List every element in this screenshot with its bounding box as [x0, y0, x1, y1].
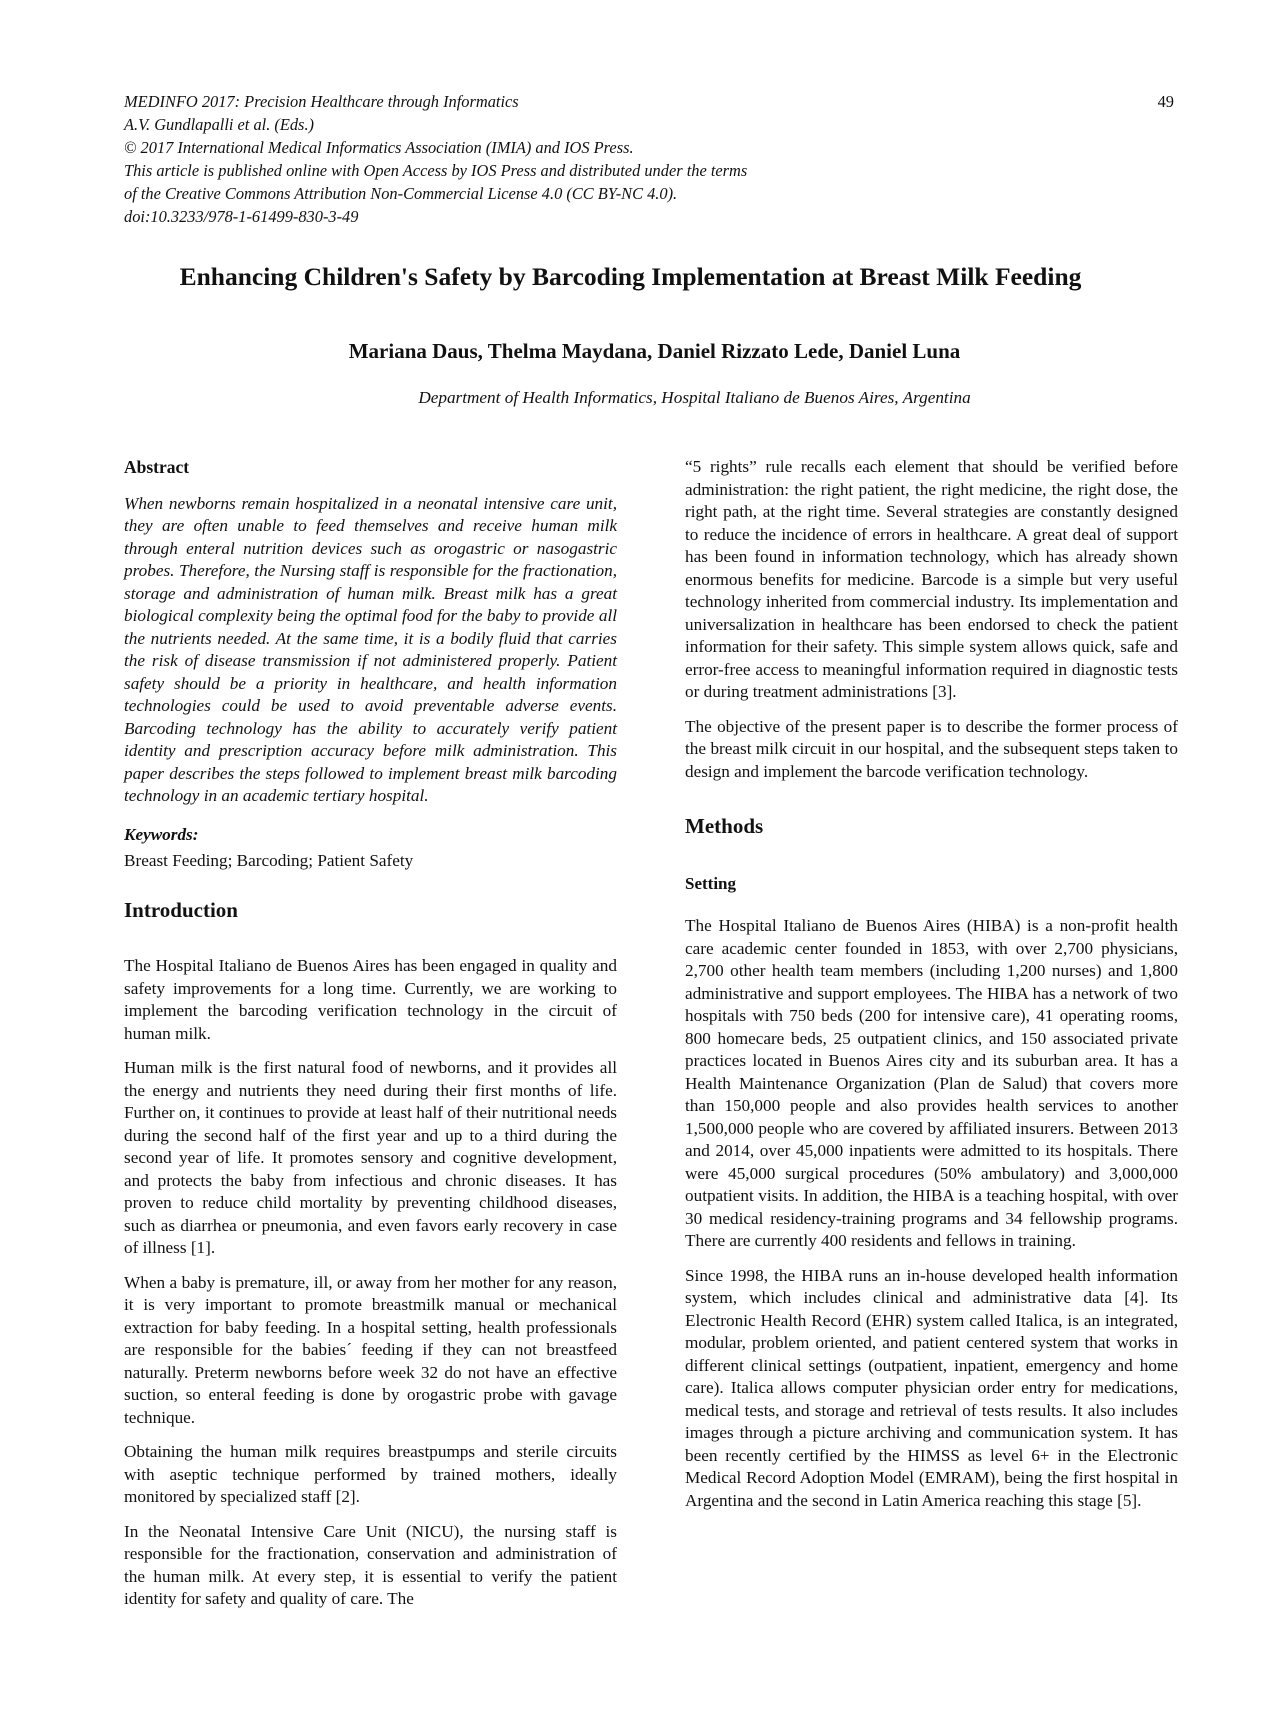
methods-paragraph: The Hospital Italiano de Buenos Aires (HIBA) is a non-profit health care academic center founded in 1853, with over 2,700 physicians, 2,700 other health team members (including 1,200 nurses) and 1,800 administrative and support employees. The HIBA has a network of two hospitals with 750 beds (200 for intensive care), 41 operating rooms, 800 homecare beds, 25 outpatient clinics, and 150 associated private practices located in Buenos Aires city and its suburban area. It has a Health Maintenance Organization (Plan de Salud) that covers more than 150,000 people and also provides health services to another 1,500,000 people who are covered by affiliated insurers. Between 2013 and 2014, over 45,000 inpatients were admitted to its hospitals. There were 45,000 surgical procedures (50% ambulatory) and 3,000,000 outpatient visits. In addition, the HIBA is a teaching hospital, with over 30 medical residency-training programs and 34 fellowship programs. There are currently 400 residents and fellows in training. — [685, 916, 1178, 1250]
header-line-license-2: of the Creative Commons Attribution Non-Commercial License 4.0 (CC BY-NC 4.0). — [124, 184, 678, 203]
introduction-paragraph: When a baby is premature, ill, or away from her mother for any reason, it is very important to promote breastmilk manual or mechanical extraction for baby feeding. In a hospital setting, health professionals are responsible for the babies´ feeding if they can not breastfeed naturally. Preterm newborns before week 32 do not have an effective suction, so enteral feeding is done by orogastric probe with gavage technique. — [124, 1272, 617, 1427]
header-line-conference: MEDINFO 2017: Precision Healthcare through Informatics — [124, 92, 519, 111]
page-number: 49 — [1157, 92, 1174, 111]
methods-paragraph: Since 1998, the HIBA runs an in-house developed health information system, which includes clinical and administrative data [4]. Its Electronic Health Record (EHR) system called Italica, is an integrated, modular, problem oriented, and patient centered system that works in different clinical settings (outpatient, inpatient, emergency and home care). Italica allows computer physician order entry for medications, medical tests, and storage and retrieval of tests results. It also includes images through a picture archiving and communication system. It has been recently certified by the HIMSS as level 6+ in the Electronic Medical Record Adoption Model (EMRAM), being the first hospital in Argentina and the second in Latin America reaching this stage [5]. — [685, 1265, 1178, 1510]
introduction-paragraph: Obtaining the human milk requires breastpumps and sterile circuits with aseptic technique performed by trained mothers, ideally monitored by specialized staff [2]. — [124, 1442, 617, 1506]
introduction-heading: Introduction — [124, 897, 238, 922]
right-column — [685, 456, 1178, 1524]
body-paragraph: The objective of the present paper is to describe the former process of the breast milk circuit in our hospital, and the subsequent steps taken to design and implement the barcode verification technology. — [685, 716, 1178, 781]
header-line-license-1: This article is published online with Open Access by IOS Press and distributed under the terms — [124, 161, 748, 180]
left-column — [124, 456, 617, 1623]
paper-affiliation: Department of Health Informatics, Hospital Italiano de Buenos Aires, Argentina — [418, 388, 971, 407]
introduction-paragraph: Human milk is the first natural food of newborns, and it provides all the energy and nutrients they need during their first months of life. Further on, it continues to provide at least half of their nutritional needs during the second half of the first year and up to a third during the second year of life. It promotes sensory and cognitive development, and protects the baby from infectious and chronic diseases. It has proven to reduce child mortality by preventing childhood diseases, such as diarrhea or pneumonia, and even favors early recovery in case of illness [1]. — [124, 1058, 617, 1257]
header-line-doi: doi:10.3233/978-1-61499-830-3-49 — [124, 207, 359, 226]
journal-header — [124, 90, 1174, 228]
introduction-paragraph: In the Neonatal Intensive Care Unit (NICU), the nursing staff is responsible for the fractionation, conservation and administration of the human milk. At every step, it is essential to verify the patient identity for safety and quality of care. The — [124, 1521, 617, 1608]
introduction-paragraph: The Hospital Italiano de Buenos Aires has been engaged in quality and safety improvements for a long time. Currently, we are working to implement the barcoding verification technology in the circuit of human milk. — [124, 956, 617, 1043]
abstract-heading: Abstract — [124, 457, 190, 477]
header-line-editors: A.V. Gundlapalli et al. (Eds.) — [124, 115, 314, 134]
paper-title: Enhancing Children's Safety by Barcoding Implementation at Breast Milk Feeding — [179, 262, 1082, 291]
body-paragraph: “5 rights” rule recalls each element that should be verified before administration: the right patient, the right medicine, the right dose, the right path, at the right time. Several strategies are constantly designed to reduce the incidence of errors in healthcare. A great deal of support has been found in information technology, which has already shown enormous benefits for medicine. Barcode is a simple but very useful technology inherited from commercial industry. Its implementation and universalization in healthcare has been endorsed to check the patient information for their safety. This simple system allows quick, safe and error-free access to meaningful information required in diagnostic tests or during treatment administrations [3]. — [685, 457, 1178, 701]
keywords-heading: Keywords: — [124, 824, 199, 844]
keywords-text: Breast Feeding; Barcoding; Patient Safety — [124, 851, 414, 870]
setting-subheading: Setting — [685, 873, 736, 893]
header-line-copyright: © 2017 International Medical Informatics Association (IMIA) and IOS Press. — [124, 138, 634, 157]
methods-heading: Methods — [685, 814, 764, 838]
abstract-text: When newborns remain hospitalized in a neonatal intensive care unit, they are often unable to feed themselves and receive human milk through enteral nutrition devices such as orogastric or nasogastric probes. Therefore, the Nursing staff is responsible for the fractionation, storage and administration of human milk. Breast milk has a great biological complexity being the optimal food for the baby to provide all the nutrients needed. At the same time, it is a bodily fluid that carries the risk of disease transmission if not administered properly. Patient safety should be a priority in healthcare, and health information technologies could be used to avoid preventable adverse events. Barcoding technology has the ability to accurately verify patient identity and prescription accuracy before milk administration. This paper describes the steps followed to implement breast milk barcoding technology in an academic tertiary hospital. — [124, 493, 617, 805]
paper-authors: Mariana Daus, Thelma Maydana, Daniel Rizzato Lede, Daniel Luna — [348, 339, 961, 363]
